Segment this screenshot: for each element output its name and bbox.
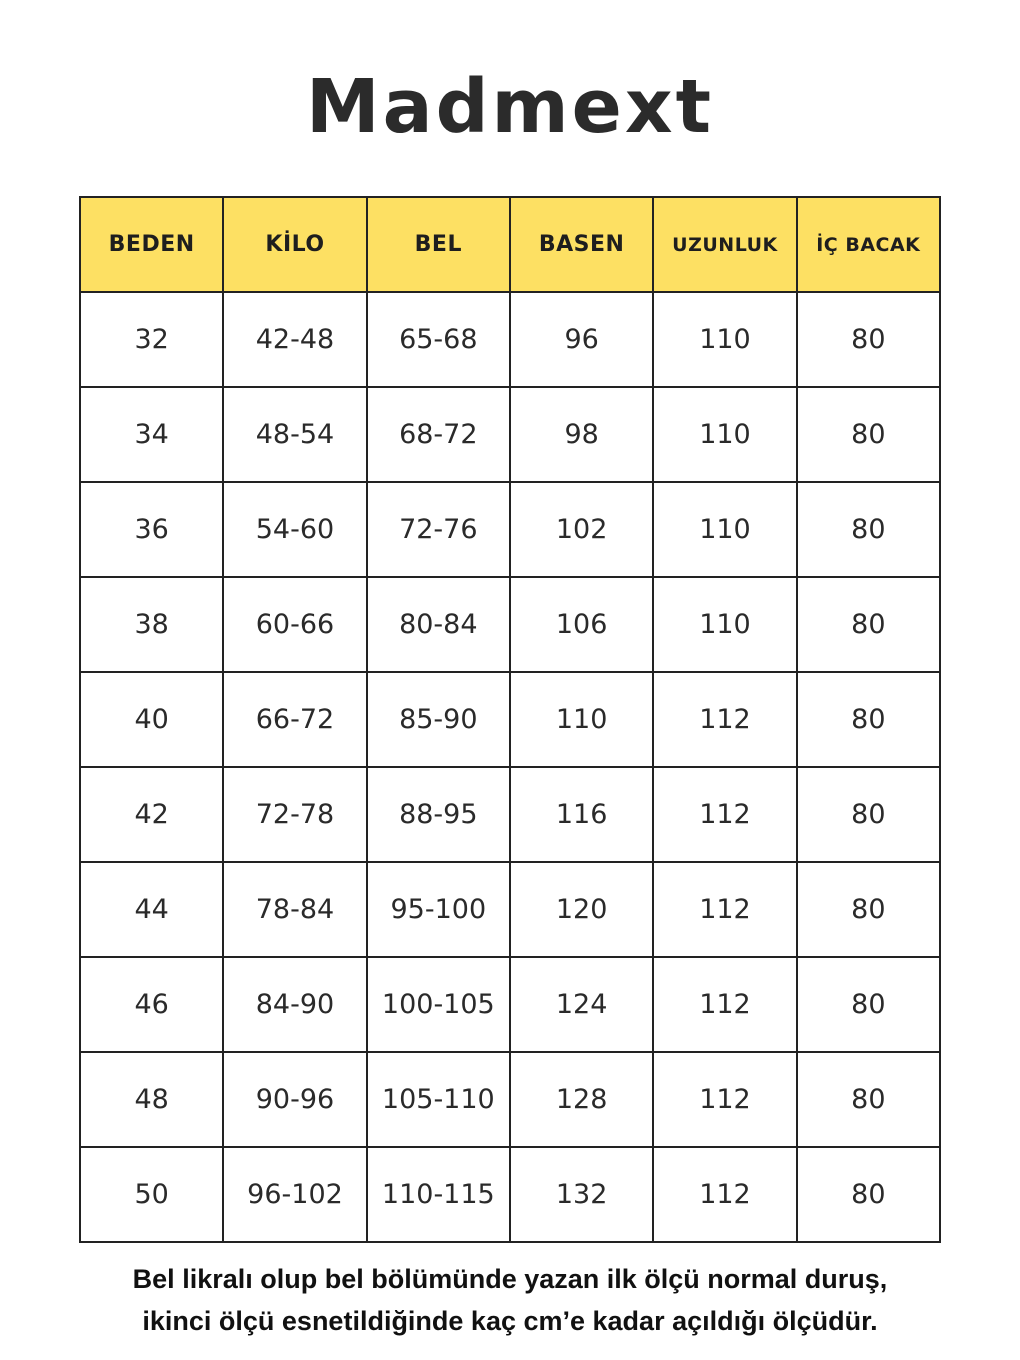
- cell-basen: 124: [510, 957, 653, 1052]
- cell-kilo: 54-60: [223, 482, 366, 577]
- cell-basen: 98: [510, 387, 653, 482]
- cell-basen: 128: [510, 1052, 653, 1147]
- header-beden: BEDEN: [80, 197, 223, 292]
- footnote-line-2: ikinci ölçü esnetildiğinde kaç cm’e kadar açıldığı ölçüdür.: [142, 1306, 878, 1336]
- cell-ic-bacak: 80: [797, 387, 940, 482]
- cell-beden: 36: [80, 482, 223, 577]
- cell-ic-bacak: 80: [797, 577, 940, 672]
- cell-beden: 50: [80, 1147, 223, 1242]
- cell-bel: 105-110: [367, 1052, 510, 1147]
- cell-kilo: 96-102: [223, 1147, 366, 1242]
- table-row: [80, 672, 940, 767]
- cell-basen: 132: [510, 1147, 653, 1242]
- header-basen: BASEN: [510, 197, 653, 292]
- cell-kilo: 48-54: [223, 387, 366, 482]
- cell-kilo: 90-96: [223, 1052, 366, 1147]
- table-row: [80, 387, 940, 482]
- cell-bel: 95-100: [367, 862, 510, 957]
- header-kilo: KİLO: [223, 197, 366, 292]
- cell-uzunluk: 112: [653, 1052, 796, 1147]
- cell-basen: 116: [510, 767, 653, 862]
- cell-basen: 96: [510, 292, 653, 387]
- cell-bel: 80-84: [367, 577, 510, 672]
- cell-ic-bacak: 80: [797, 1147, 940, 1242]
- cell-uzunluk: 112: [653, 672, 796, 767]
- cell-bel: 85-90: [367, 672, 510, 767]
- brand-logo: Madmext: [306, 64, 714, 150]
- cell-beden: 38: [80, 577, 223, 672]
- table-row: [80, 1147, 940, 1242]
- table-row: [80, 577, 940, 672]
- cell-ic-bacak: 80: [797, 482, 940, 577]
- cell-bel: 72-76: [367, 482, 510, 577]
- cell-kilo: 72-78: [223, 767, 366, 862]
- table-row: [80, 767, 940, 862]
- header-row: [80, 197, 940, 292]
- cell-ic-bacak: 80: [797, 767, 940, 862]
- table-body: [80, 292, 940, 1242]
- cell-uzunluk: 110: [653, 292, 796, 387]
- cell-uzunluk: 112: [653, 1147, 796, 1242]
- table-row: [80, 862, 940, 957]
- cell-bel: 88-95: [367, 767, 510, 862]
- cell-bel: 110-115: [367, 1147, 510, 1242]
- table-header: [80, 197, 940, 292]
- cell-basen: 110: [510, 672, 653, 767]
- cell-beden: 40: [80, 672, 223, 767]
- cell-kilo: 78-84: [223, 862, 366, 957]
- cell-kilo: 66-72: [223, 672, 366, 767]
- header-uzunluk: UZUNLUK: [653, 197, 796, 292]
- table-row: [80, 482, 940, 577]
- cell-ic-bacak: 80: [797, 672, 940, 767]
- cell-ic-bacak: 80: [797, 1052, 940, 1147]
- cell-uzunluk: 110: [653, 482, 796, 577]
- cell-uzunluk: 112: [653, 767, 796, 862]
- header-bel: BEL: [367, 197, 510, 292]
- cell-uzunluk: 110: [653, 387, 796, 482]
- cell-beden: 44: [80, 862, 223, 957]
- cell-ic-bacak: 80: [797, 862, 940, 957]
- table-row: [80, 1052, 940, 1147]
- cell-beden: 46: [80, 957, 223, 1052]
- cell-kilo: 84-90: [223, 957, 366, 1052]
- cell-beden: 48: [80, 1052, 223, 1147]
- cell-kilo: 42-48: [223, 292, 366, 387]
- cell-ic-bacak: 80: [797, 957, 940, 1052]
- footnote: [40, 1258, 980, 1342]
- cell-ic-bacak: 80: [797, 292, 940, 387]
- cell-beden: 42: [80, 767, 223, 862]
- cell-uzunluk: 110: [653, 577, 796, 672]
- cell-basen: 120: [510, 862, 653, 957]
- cell-kilo: 60-66: [223, 577, 366, 672]
- size-chart-table: [79, 196, 941, 1243]
- cell-bel: 65-68: [367, 292, 510, 387]
- cell-beden: 32: [80, 292, 223, 387]
- header-ic-bacak: İÇ BACAK: [797, 197, 940, 292]
- cell-beden: 34: [80, 387, 223, 482]
- table-row: [80, 957, 940, 1052]
- cell-bel: 100-105: [367, 957, 510, 1052]
- table-row: [80, 292, 940, 387]
- footnote-line-1: Bel likralı olup bel bölümünde yazan ilk ölçü normal duruş,: [132, 1264, 888, 1294]
- cell-bel: 68-72: [367, 387, 510, 482]
- cell-uzunluk: 112: [653, 862, 796, 957]
- cell-basen: 102: [510, 482, 653, 577]
- cell-uzunluk: 112: [653, 957, 796, 1052]
- cell-basen: 106: [510, 577, 653, 672]
